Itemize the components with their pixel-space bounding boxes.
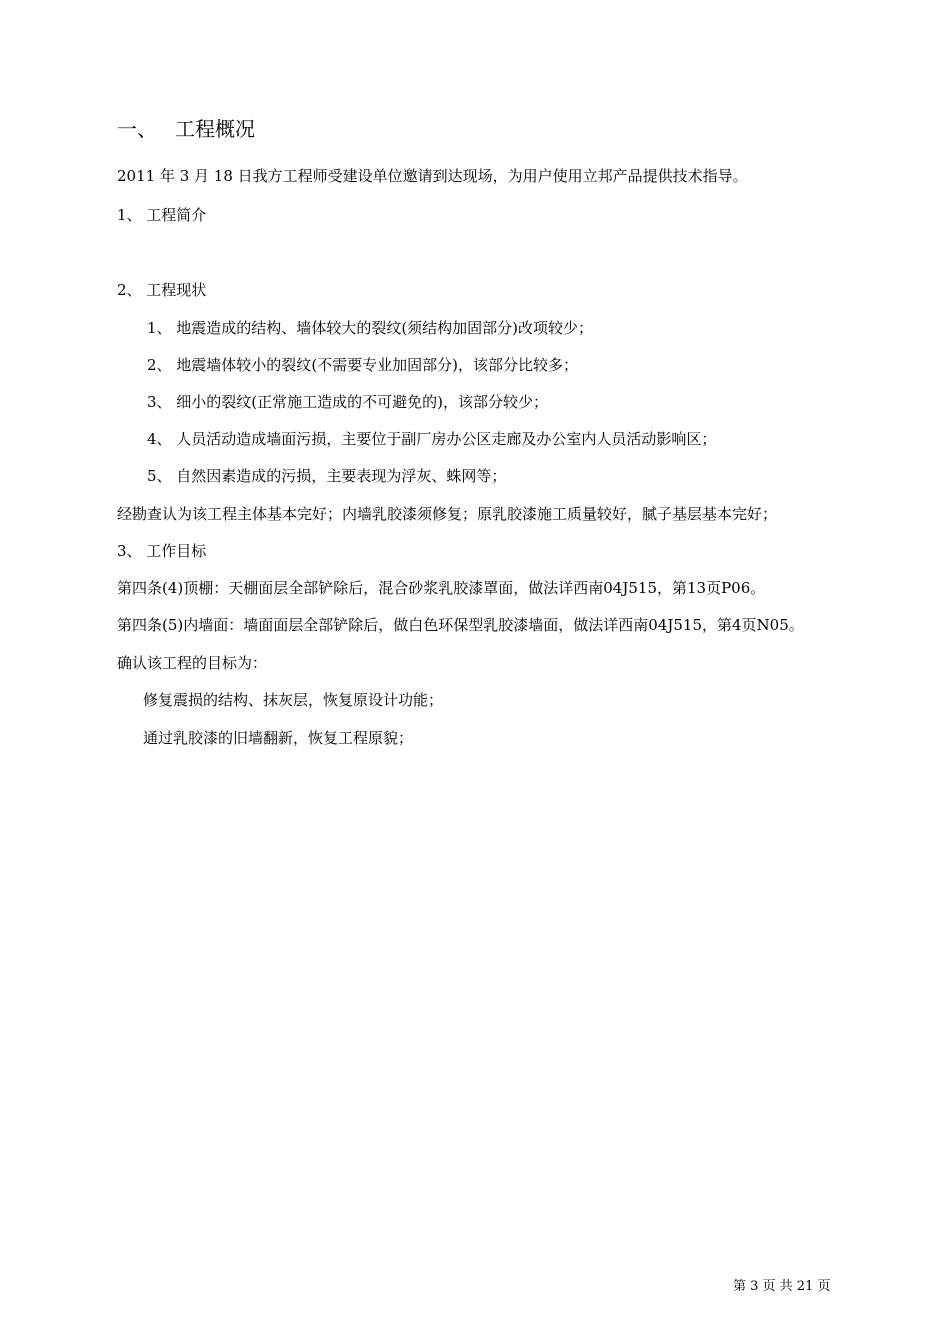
section-1-title: 1、 工程简介 xyxy=(117,206,207,224)
section-heading-number: 一、 xyxy=(117,117,157,141)
goal-item-2: 通过乳胶漆的旧墙翻新，恢复工程原貌； xyxy=(143,729,414,747)
section-heading xyxy=(117,116,255,142)
status-item-5: 5、 自然因素造成的污损，主要表现为浮灰、蛛网等； xyxy=(147,467,507,485)
page-number-footer: 第 3 页 共 21 页 xyxy=(733,1279,831,1294)
status-item-4: 4、 人员活动造成墙面污损，主要位于副厂房办公区走廊及办公室内人员活动影响区； xyxy=(147,430,717,448)
status-item-1: 1、 地震造成的结构、墙体较大的裂纹(须结构加固部分)改项较少； xyxy=(147,319,594,337)
clause-ceiling: 第四条(4)顶棚：天棚面层全部铲除后，混合砂浆乳胶漆罩面，做法详西南04J515，第13页P06。 xyxy=(117,579,766,597)
section-heading-title: 工程概况 xyxy=(175,117,255,141)
section-3-title: 3、 工作目标 xyxy=(117,542,207,560)
goal-intro: 确认该工程的目标为： xyxy=(117,654,268,672)
intro-paragraph: 2011 年 3 月 18 日我方工程师受建设单位邀请到达现场，为用户使用立邦产品提供技术指导。 xyxy=(117,167,748,185)
section-2-title: 2、 工程现状 xyxy=(117,281,207,299)
status-item-3: 3、 细小的裂纹(正常施工造成的不可避免的)，该部分较少； xyxy=(147,393,549,411)
status-item-2: 2、 地震墙体较小的裂纹(不需要专业加固部分)，该部分比较多； xyxy=(147,356,579,374)
clause-interior-wall: 第四条(5)内墙面：墙面面层全部铲除后，做白色环保型乳胶漆墙面，做法详西南04J515，第4页N05。 xyxy=(117,616,804,634)
goal-item-1: 修复震损的结构、抹灰层，恢复原设计功能； xyxy=(143,691,444,709)
survey-conclusion: 经勘查认为该工程主体基本完好；内墙乳胶漆须修复；原乳胶漆施工质量较好，腻子基层基本完好； xyxy=(117,505,778,523)
